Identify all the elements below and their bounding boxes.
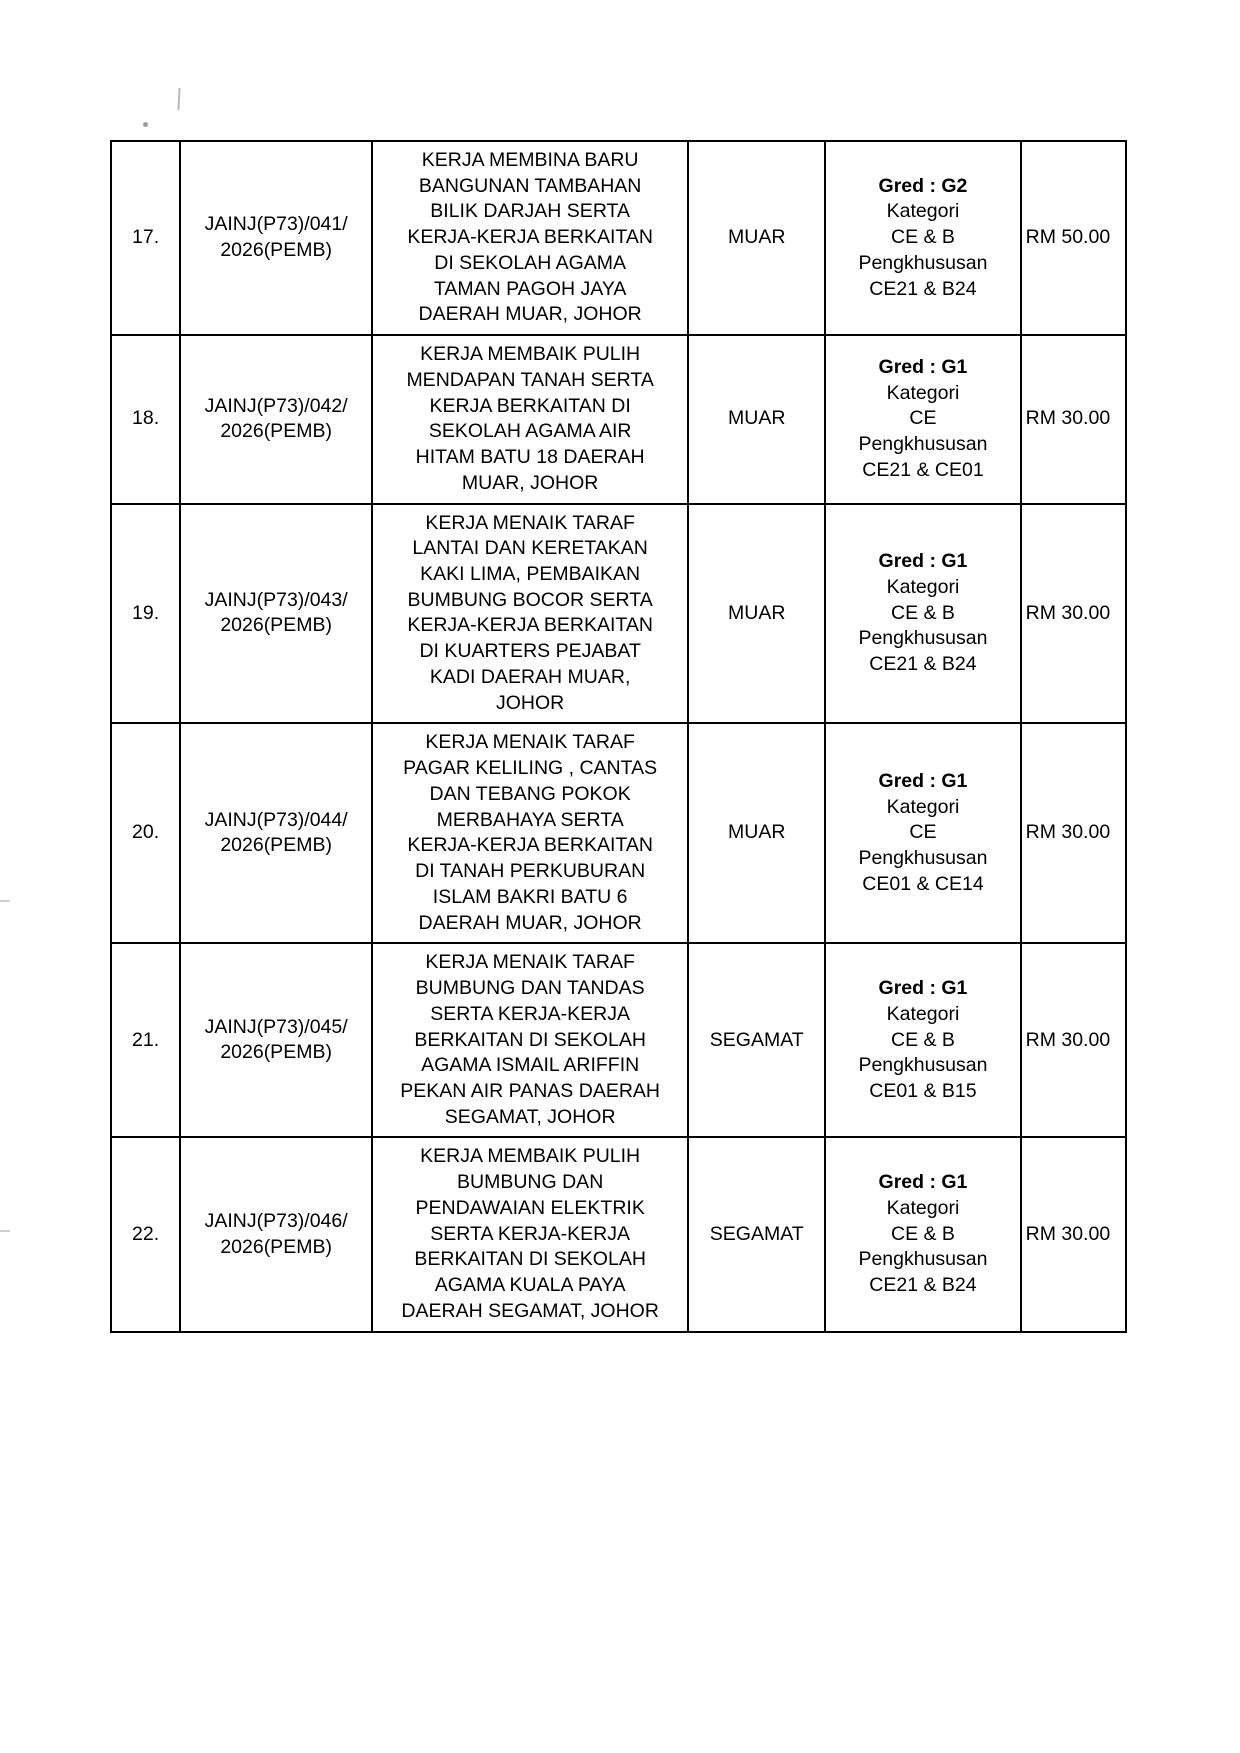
description-line: KAKI LIMA, PEMBAIKAN: [420, 563, 641, 586]
kategori-label: Kategori: [886, 795, 960, 818]
description-line: SERTA KERJA-KERJA: [430, 1002, 631, 1025]
description-line: KERJA MEMBAIK PULIH: [420, 1145, 641, 1168]
grade-label: Gred : G1: [878, 1171, 968, 1194]
kategori-label: Kategori: [886, 381, 960, 404]
description-line: DAERAH SEGAMAT, JOHOR: [401, 1299, 659, 1322]
cell-district: SEGAMAT: [688, 943, 825, 1137]
description-line: BERKAITAN DI SEKOLAH: [414, 1028, 646, 1051]
description-line: MUAR, JOHOR: [461, 471, 599, 494]
table-row: [111, 943, 1126, 1137]
reference-line: JAINJ(P73)/042/: [204, 394, 348, 417]
description-line: ISLAM BAKRI BATU 6: [432, 885, 628, 908]
table-row: [111, 504, 1126, 724]
cell-district: MUAR: [688, 723, 825, 943]
reference-line: 2026(PEMB): [220, 1235, 332, 1258]
kategori-value: CE & B: [891, 1222, 955, 1245]
kategori-value: CE & B: [891, 1028, 955, 1051]
cell-price: RM 30.00: [1021, 504, 1126, 724]
cell-district: MUAR: [688, 504, 825, 724]
cell-no: 19.: [111, 504, 180, 724]
cell-reference: [180, 335, 372, 503]
cell-grade: [825, 335, 1020, 503]
cell-grade: [825, 723, 1020, 943]
cell-price: RM 30.00: [1021, 723, 1126, 943]
reference-line: 2026(PEMB): [220, 1041, 332, 1064]
scan-artifact-dot: [143, 122, 148, 127]
cell-reference: [180, 943, 372, 1137]
scan-artifact-mark: [177, 88, 180, 110]
cell-grade: [825, 504, 1020, 724]
cell-no: 20.: [111, 723, 180, 943]
tender-listing-table: [110, 140, 1127, 1333]
description-line: BUMBUNG BOCOR SERTA: [407, 588, 653, 611]
kategori-label: Kategori: [886, 200, 960, 223]
cell-price: RM 30.00: [1021, 943, 1126, 1137]
description-line: KERJA MENAIK TARAF: [425, 951, 635, 974]
cell-price: RM 30.00: [1021, 335, 1126, 503]
kategori-label: Kategori: [886, 1002, 960, 1025]
cell-district: MUAR: [688, 335, 825, 503]
reference-line: JAINJ(P73)/045/: [204, 1015, 348, 1038]
grade-label: Gred : G1: [878, 770, 968, 793]
reference-line: JAINJ(P73)/046/: [204, 1209, 348, 1232]
cell-reference: [180, 723, 372, 943]
description-line: BILIK DARJAH SERTA: [430, 200, 631, 223]
table-row: [111, 141, 1126, 335]
description-line: JOHOR: [496, 691, 565, 714]
description-line: BUMBUNG DAN: [457, 1171, 604, 1194]
description-line: PAGAR KELILING , CANTAS: [403, 757, 658, 780]
description-line: SEGAMAT, JOHOR: [444, 1105, 616, 1128]
table-row: [111, 723, 1126, 943]
description-line: DI KUARTERS PEJABAT: [419, 640, 641, 663]
kategori-label: Kategori: [886, 575, 960, 598]
reference-line: JAINJ(P73)/043/: [204, 588, 348, 611]
reference-line: JAINJ(P73)/044/: [204, 808, 348, 831]
description-line: TAMAN PAGOH JAYA: [433, 277, 627, 300]
description-line: PEKAN AIR PANAS DAERAH: [400, 1079, 660, 1102]
scan-artifact-edge-left-upper: [0, 900, 10, 902]
cell-description: [372, 1137, 688, 1331]
cell-price: RM 50.00: [1021, 141, 1126, 335]
pengkhususan-value: CE21 & B24: [869, 653, 977, 676]
cell-description: [372, 335, 688, 503]
reference-line: 2026(PEMB): [220, 834, 332, 857]
cell-no: 22.: [111, 1137, 180, 1331]
pengkhususan-label: Pengkhususan: [858, 1248, 988, 1271]
cell-reference: [180, 141, 372, 335]
description-line: BANGUNAN TAMBAHAN: [418, 174, 642, 197]
cell-grade: [825, 943, 1020, 1137]
pengkhususan-value: CE01 & B15: [869, 1079, 977, 1102]
description-line: DAERAH MUAR, JOHOR: [418, 911, 642, 934]
grade-label: Gred : G1: [878, 977, 968, 1000]
pengkhususan-value: CE21 & CE01: [862, 458, 984, 481]
pengkhususan-label: Pengkhususan: [858, 1054, 988, 1077]
cell-reference: [180, 504, 372, 724]
reference-line: 2026(PEMB): [220, 614, 332, 637]
cell-no: 17.: [111, 141, 180, 335]
description-line: HITAM BATU 18 DAERAH: [415, 446, 645, 469]
cell-description: [372, 141, 688, 335]
description-line: PENDAWAIAN ELEKTRIK: [415, 1196, 645, 1219]
kategori-value: CE & B: [891, 601, 955, 624]
description-line: KADI DAERAH MUAR,: [429, 665, 631, 688]
reference-line: JAINJ(P73)/041/: [204, 213, 348, 236]
pengkhususan-value: CE21 & B24: [869, 277, 977, 300]
pengkhususan-value: CE01 & CE14: [862, 872, 984, 895]
description-line: KERJA-KERJA BERKAITAN: [407, 226, 653, 249]
cell-grade: [825, 1137, 1020, 1331]
grade-label: Gred : G1: [878, 356, 968, 378]
description-line: SERTA KERJA-KERJA: [430, 1222, 631, 1245]
grade-label: Gred : G2: [878, 174, 968, 197]
description-line: BUMBUNG DAN TANDAS: [415, 977, 645, 1000]
pengkhususan-label: Pengkhususan: [858, 433, 988, 456]
cell-no: 18.: [111, 335, 180, 503]
cell-district: MUAR: [688, 141, 825, 335]
pengkhususan-value: CE21 & B24: [869, 1274, 977, 1297]
description-line: DAERAH MUAR, JOHOR: [418, 303, 642, 326]
cell-price: RM 30.00: [1021, 1137, 1126, 1331]
cell-no: 21.: [111, 943, 180, 1137]
description-line: MENDAPAN TANAH SERTA: [406, 368, 654, 391]
cell-description: [372, 943, 688, 1137]
description-line: SEKOLAH AGAMA AIR: [428, 420, 632, 443]
description-line: KERJA-KERJA BERKAITAN: [407, 834, 653, 857]
kategori-value: CE & B: [891, 226, 955, 249]
table-row: [111, 335, 1126, 503]
cell-district: SEGAMAT: [688, 1137, 825, 1331]
reference-line: 2026(PEMB): [220, 420, 332, 443]
kategori-label: Kategori: [886, 1196, 960, 1219]
description-line: AGAMA ISMAIL ARIFFIN: [421, 1054, 640, 1077]
description-line: KERJA MENAIK TARAF: [425, 731, 635, 754]
kategori-value: CE: [909, 407, 937, 430]
description-line: DI TANAH PERKUBURAN: [415, 860, 646, 883]
description-line: KERJA MEMBAIK PULIH: [420, 343, 641, 366]
description-line: KERJA MEMBINA BARU: [421, 149, 639, 171]
cell-description: [372, 723, 688, 943]
table-row: [111, 1137, 1126, 1331]
pengkhususan-label: Pengkhususan: [858, 251, 988, 274]
description-line: KERJA MENAIK TARAF: [425, 511, 635, 534]
kategori-value: CE: [909, 821, 937, 844]
description-line: LANTAI DAN KERETAKAN: [412, 537, 648, 560]
description-line: MERBAHAYA SERTA: [436, 808, 624, 831]
description-line: BERKAITAN DI SEKOLAH: [414, 1248, 646, 1271]
reference-line: 2026(PEMB): [220, 239, 332, 262]
description-line: DI SEKOLAH AGAMA: [434, 251, 627, 274]
description-line: AGAMA KUALA PAYA: [434, 1274, 626, 1297]
cell-grade: [825, 141, 1020, 335]
description-line: KERJA BERKAITAN DI: [429, 394, 631, 417]
cell-reference: [180, 1137, 372, 1331]
pengkhususan-label: Pengkhususan: [858, 847, 988, 870]
scan-artifact-edge-left-lower: [0, 1230, 10, 1232]
description-line: KERJA-KERJA BERKAITAN: [407, 614, 653, 637]
description-line: DAN TEBANG POKOK: [429, 782, 631, 805]
grade-label: Gred : G1: [878, 550, 968, 573]
pengkhususan-label: Pengkhususan: [858, 627, 988, 650]
cell-description: [372, 504, 688, 724]
